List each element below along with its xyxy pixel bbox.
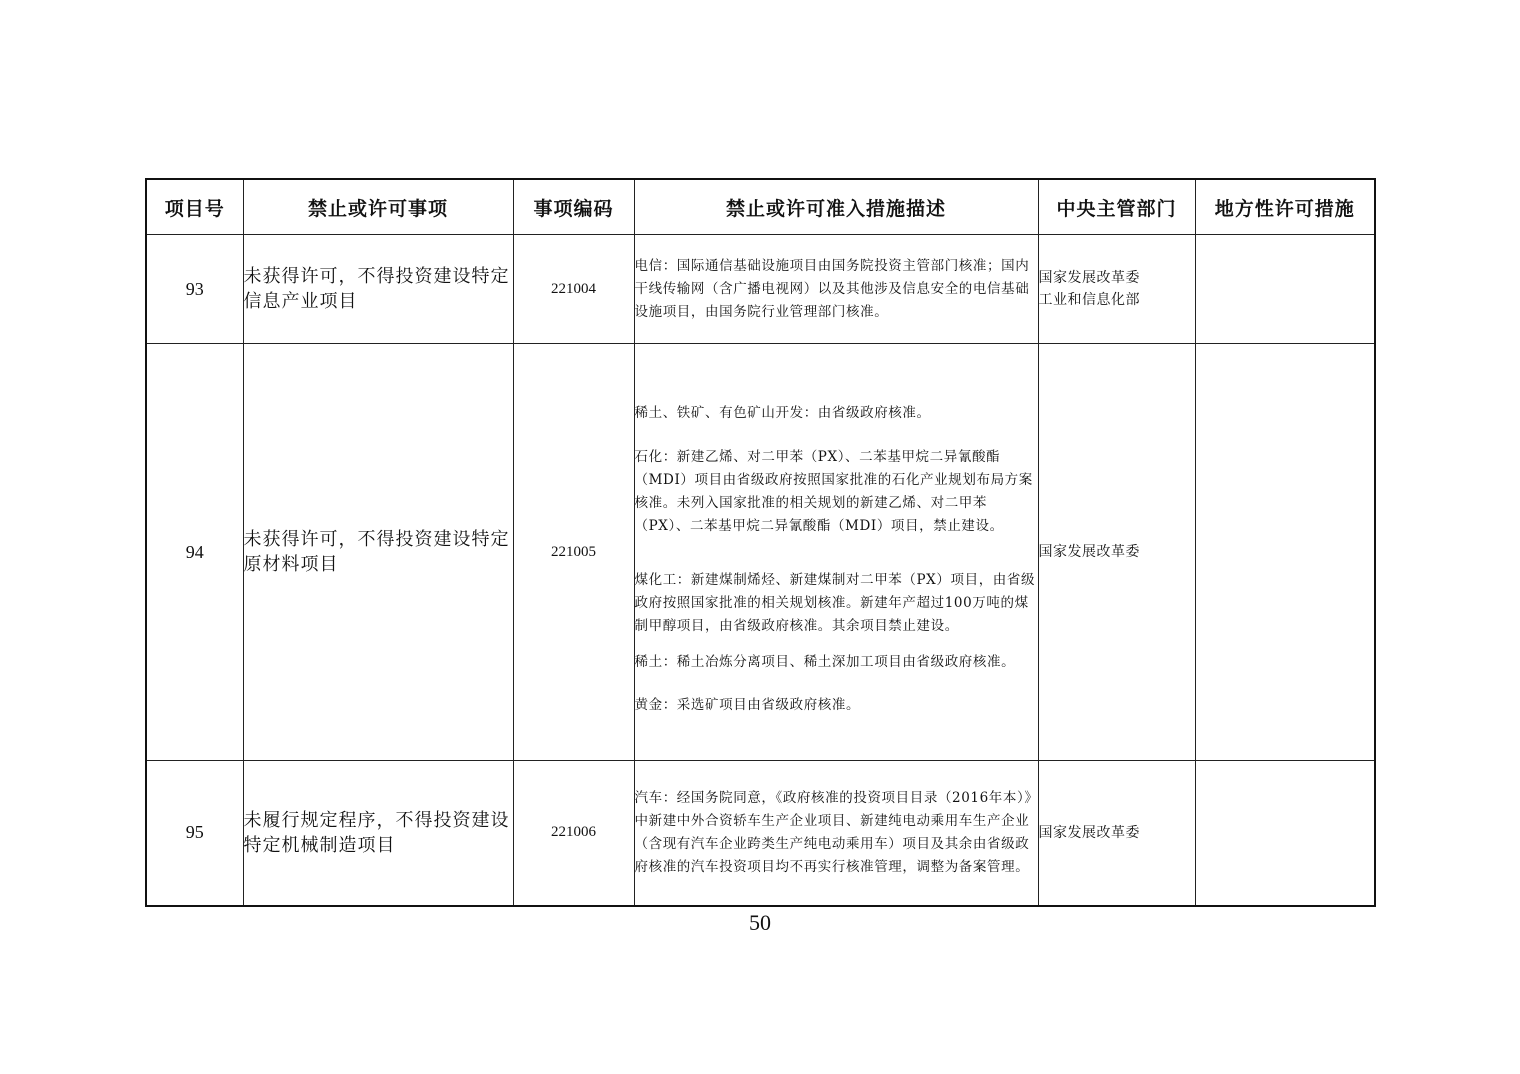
- row-item-code: 221006: [513, 761, 634, 906]
- row-department: [1038, 344, 1195, 761]
- department-name: 国家发展改革委: [1038, 270, 1140, 286]
- header-item-no: 项目号: [146, 179, 243, 235]
- department-name: 工业和信息化部: [1038, 292, 1140, 308]
- row-item-code: 221005: [513, 344, 634, 761]
- header-item-code: 事项编码: [513, 179, 634, 235]
- row-item-no: 94: [146, 344, 243, 761]
- description-paragraph: 稀土：稀土冶炼分离项目、稀土深加工项目由省级政府核准。: [634, 653, 1016, 670]
- department-name: 国家发展改革委: [1038, 824, 1140, 841]
- row-local-measures: [1195, 344, 1375, 761]
- row-description: [634, 344, 1038, 761]
- measures-table: [145, 178, 1376, 907]
- row-item-text: 未获得许可，不得投资建设特定原材料项目: [243, 344, 513, 761]
- table-row: [146, 761, 1375, 906]
- department-name: 国家发展改革委: [1038, 544, 1140, 560]
- description-paragraph: 电信：国际通信基础设施项目由国务院投资主管部门核准；国内干线传输网（含广播电视网）以及其他涉及信息安全的电信基础设施项目，由国务院行业管理部门核准。: [634, 257, 1030, 320]
- table-row: [146, 235, 1375, 344]
- description-paragraph: 稀土、铁矿、有色矿山开发：由省级政府核准。: [634, 404, 931, 421]
- description-paragraph: 汽车：经国务院同意，《政府核准的投资项目目录（2016年本）》中新建中外合资轿车生产企业项目、新建纯电动乘用车生产企业（含现有汽车企业跨类生产纯电动乘用车）项目及其余由省级政府核准的汽车投资项目均不再实行核准管理，调整为备案管理。: [634, 789, 1032, 875]
- table-row: [146, 344, 1375, 761]
- header-prohibited-item: 禁止或许可事项: [243, 179, 513, 235]
- row-item-text: 未履行规定程序，不得投资建设特定机械制造项目: [243, 761, 513, 906]
- header-central-department: 中央主管部门: [1038, 179, 1195, 235]
- row-description: [634, 761, 1038, 906]
- header-measure-description: 禁止或许可准入措施描述: [634, 179, 1038, 235]
- table-header-row: [146, 179, 1375, 235]
- description-paragraph: 煤化工：新建煤制烯烃、新建煤制对二甲苯（PX）项目，由省级政府按照国家批准的相关规划核准。新建年产超过100万吨的煤制甲醇项目，由省级政府核准。其余项目禁止建设。: [634, 571, 1036, 634]
- row-item-no: 95: [146, 761, 243, 906]
- page-number: 50: [749, 910, 771, 935]
- row-local-measures: [1195, 235, 1375, 344]
- row-local-measures: [1195, 761, 1375, 906]
- row-department: [1038, 761, 1195, 906]
- row-item-no: 93: [146, 235, 243, 344]
- description-paragraph: 石化：新建乙烯、对二甲苯（PX）、二苯基甲烷二异氰酸酯（MDI）项目由省级政府按照国家批准的石化产业规划布局方案核准。未列入国家批准的相关规划的新建乙烯、对二甲苯（PX）、二苯基甲烷二异氰酸酯（MDI）项目，禁止建设。: [634, 448, 1033, 534]
- header-local-measures: 地方性许可措施: [1195, 179, 1375, 235]
- row-item-code: 221004: [513, 235, 634, 344]
- row-department: [1038, 235, 1195, 344]
- description-paragraph: 黄金：采选矿项目由省级政府核准。: [634, 696, 861, 713]
- row-item-text: 未获得许可，不得投资建设特定信息产业项目: [243, 235, 513, 344]
- row-description: [634, 235, 1038, 344]
